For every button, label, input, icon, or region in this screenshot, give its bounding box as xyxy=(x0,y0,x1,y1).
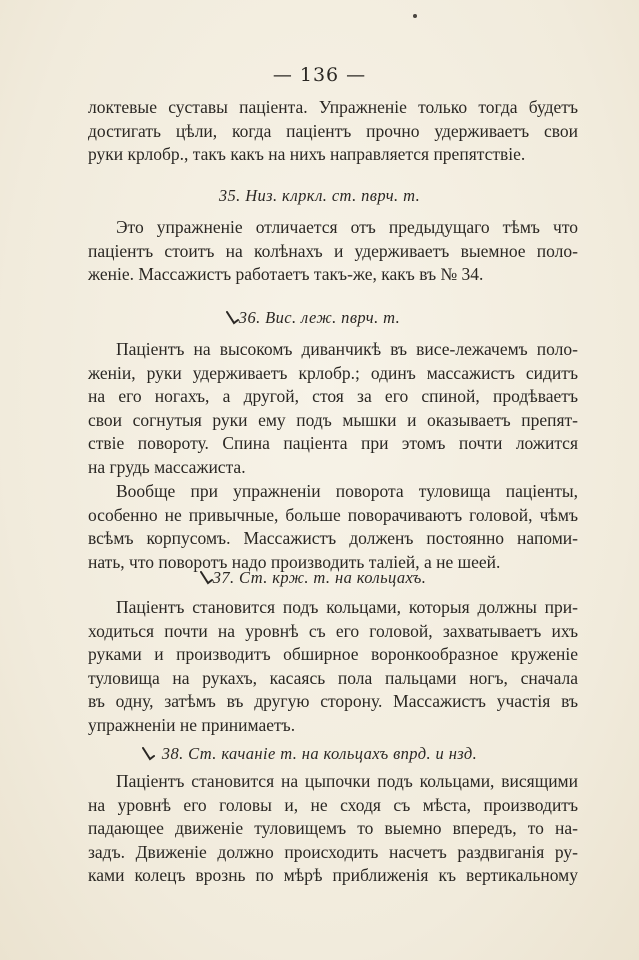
paragraph-general-note xyxy=(88,480,578,574)
text-line: Пацiентъ становится подъ кольцами, которыя должны при- xyxy=(116,597,578,617)
exercise-heading-36: 36. Вис. леж. пврч. т. xyxy=(238,308,401,327)
text-line: ходиться почти на уровнѣ съ его головой, захватываетъ ихъ xyxy=(88,620,578,641)
text-line: Вообще при упражненiи поворота туловища пацiенты, xyxy=(116,481,578,501)
text-line: на его ногахъ, а другой, стоя за его спиной, продѣваетъ xyxy=(88,386,578,407)
text-line: пацiентъ стоитъ на колѣнахъ и удерживаетъ выемное поло- xyxy=(88,240,578,261)
text-line: женiи, руки удерживаетъ крлобр.; одинъ массажистъ сидитъ xyxy=(88,362,578,383)
text-line: ками колецъ врознь по мѣрѣ приближенiя къ вертикальному xyxy=(88,865,578,886)
exercise-heading-35: 35. Низ. клркл. ст. пврч. т. xyxy=(218,186,421,205)
exercise-heading-37: 37. Ст. крж. т. на кольцахъ. xyxy=(212,568,427,587)
text-line: Пацiентъ становится на цыпочки подъ кольцами, висящими xyxy=(116,771,578,791)
text-line: нать, что поворотъ надо производить талiей, а не шеей. xyxy=(88,551,501,572)
exercise-heading-38: 38. Ст. качанiе т. на кольцахъ впрд. и нзд. xyxy=(161,744,478,763)
paragraph-exercise-38 xyxy=(88,770,578,888)
paragraph-exercise-35 xyxy=(88,216,578,287)
text-line: руки крлобр., такъ какъ на нихъ направляется препятствiе. xyxy=(88,144,526,165)
page-number: — 136 — xyxy=(272,64,367,86)
text-line: на уровнѣ его головы и, не сходя съ мѣста, производитъ xyxy=(88,794,578,815)
ink-speck xyxy=(413,14,417,18)
text-line: всѣмъ корпусомъ. Массажистъ долженъ постоянно напоми- xyxy=(88,528,578,549)
text-line: Пацiентъ на высокомъ диванчикѣ въ висе-лежачемъ поло- xyxy=(116,339,578,359)
text-line: особенно не привычные, больше поворачиваютъ головой, чѣмъ xyxy=(88,504,578,525)
text-line: руками и производитъ обширное воронкообразное круженiе xyxy=(88,644,578,665)
text-line: ствiе повороту. Спина пацiента при этомъ почти ложится xyxy=(88,433,578,454)
text-line: падающее движенiе туловищемъ то выемно впередъ, то на- xyxy=(88,818,578,839)
text-line: упражненiи не принимаетъ. xyxy=(88,714,296,735)
text-line: туловища на рукахъ, касаясь пола пальцами ногъ, сначала xyxy=(88,667,578,688)
text-line: Это упражненiе отличается отъ предыдущаго тѣмъ что xyxy=(116,217,578,237)
paragraph-exercise-36 xyxy=(88,338,578,480)
text-line: достигать цѣли, когда пацiентъ прочно удерживаетъ свои xyxy=(88,120,578,141)
paragraph-exercise-37 xyxy=(88,596,578,738)
text-line: локтевые суставы пацiента. Упражненiе только тогда будетъ xyxy=(88,97,578,117)
text-line: на грудь массажиста. xyxy=(88,456,246,477)
text-line: въ одну, затѣмъ въ другую сторону. Массажистъ участiя въ xyxy=(88,691,578,712)
paragraph-continuation xyxy=(88,96,578,167)
text-line: задъ. Движенiе должно происходить насчетъ раздвиганiя ру- xyxy=(88,841,578,862)
text-line: женiе. Массажистъ работаетъ такъ-же, какъ въ № 34. xyxy=(88,264,484,285)
text-line: свои согнутыя руки ему подъ мышки и оказываетъ препят- xyxy=(88,409,578,430)
